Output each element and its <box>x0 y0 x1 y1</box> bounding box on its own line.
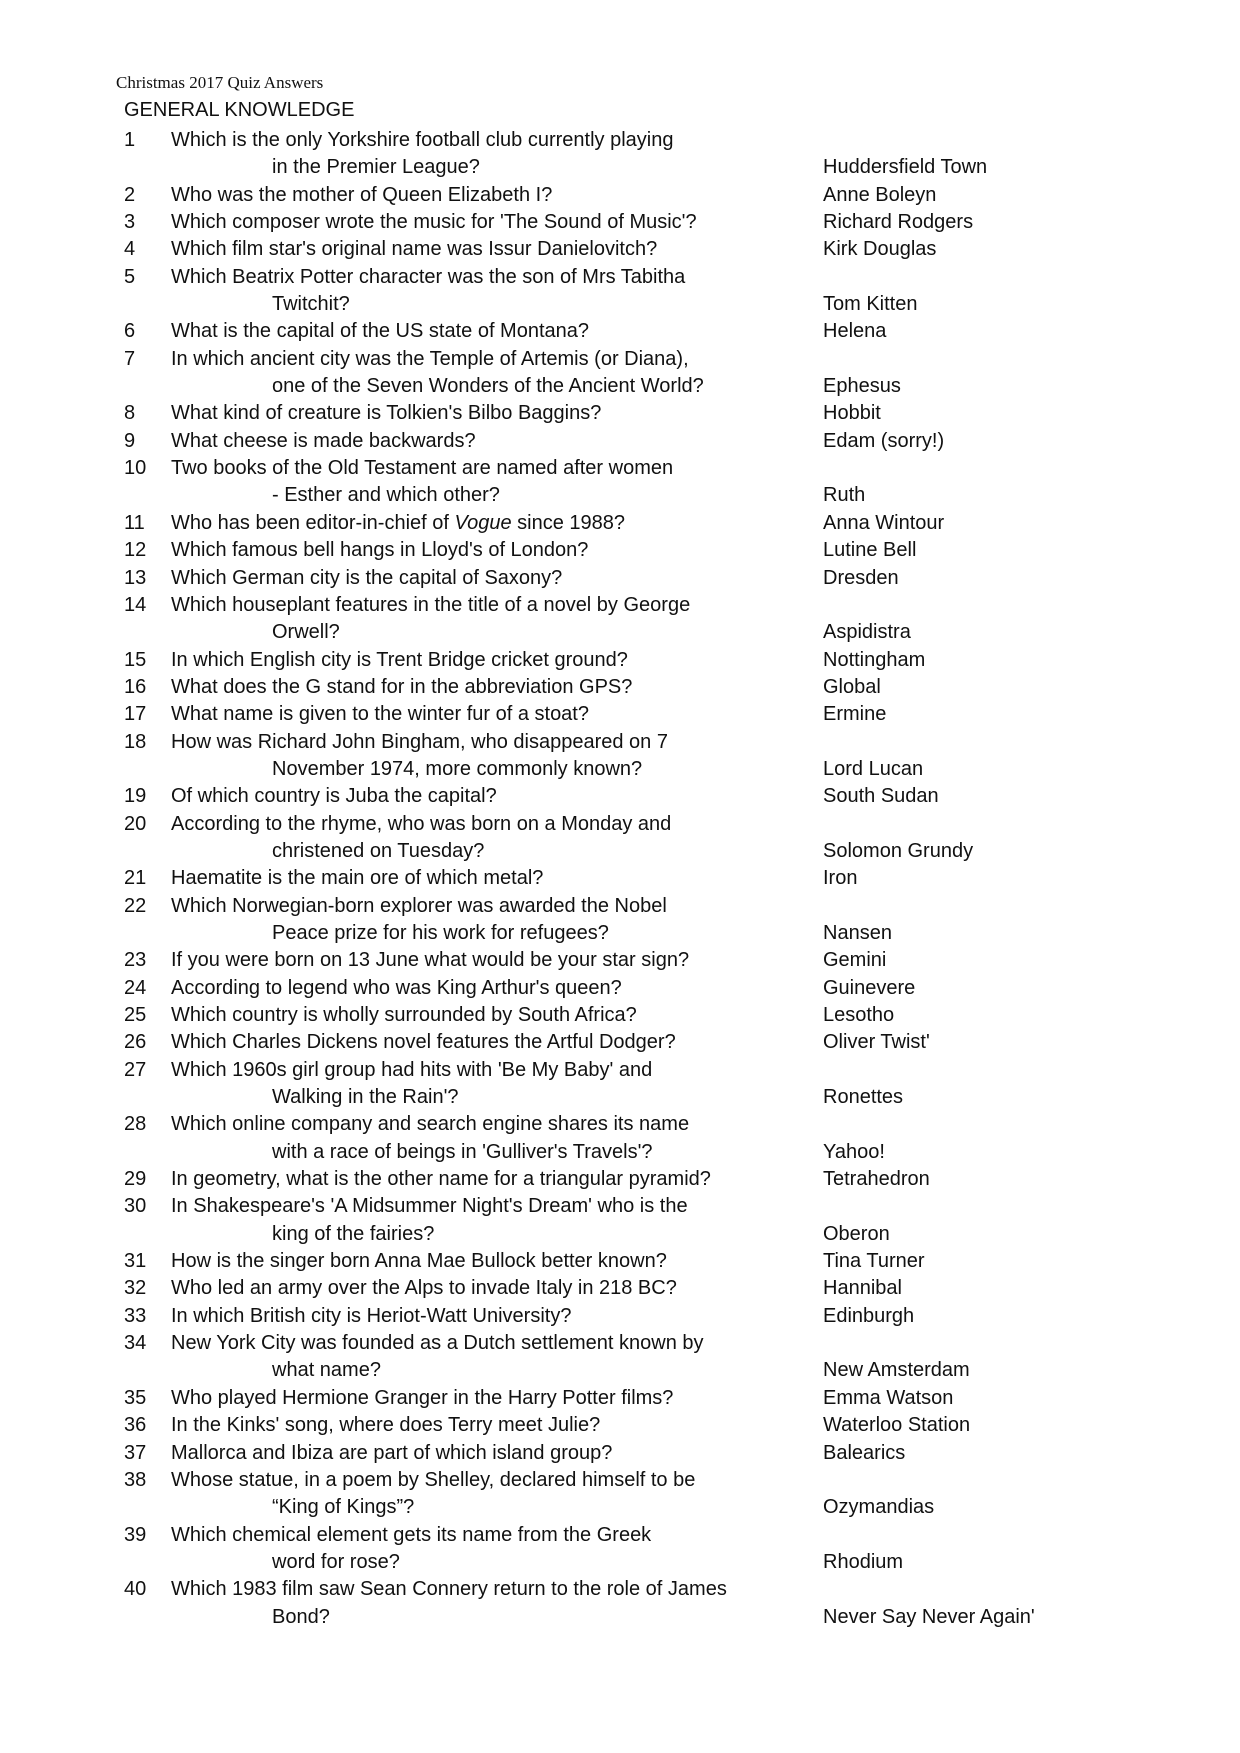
answer: Nansen <box>823 921 892 944</box>
question-line <box>0 592 1240 619</box>
question-text: Which Charles Dickens novel features the Artful Dodger? <box>171 1031 676 1054</box>
question-text: Which composer wrote the music for 'The Sound of Music'? <box>171 211 697 234</box>
question-text: In Shakespeare's 'A Midsummer Night's Dream' who is the <box>171 1195 688 1218</box>
question-text: Who has been editor-in-chief of Vogue since 1988? <box>171 511 626 534</box>
question-line <box>0 455 1240 482</box>
answer: Edam (sorry!) <box>823 429 945 452</box>
question-line <box>0 291 1240 318</box>
question-number: 7 <box>124 347 136 370</box>
question-number: 18 <box>124 730 147 753</box>
question-line <box>0 701 1240 728</box>
answer: Edinburgh <box>823 1304 915 1327</box>
answer: Oliver Twist' <box>823 1031 930 1054</box>
question-text: Twitchit? <box>272 293 350 316</box>
question-number: 36 <box>124 1414 147 1437</box>
question-number: 12 <box>124 539 147 562</box>
question-number: 24 <box>124 976 147 999</box>
question-number: 11 <box>124 511 145 534</box>
answer: Ermine <box>823 703 887 726</box>
question-text: What name is given to the winter fur of a stoat? <box>171 703 589 726</box>
question-text: What is the capital of the US state of Montana? <box>171 320 590 343</box>
question-number: 2 <box>124 183 136 206</box>
question-number: 31 <box>124 1250 147 1273</box>
question-text: Which country is wholly surrounded by South Africa? <box>171 1004 637 1026</box>
question-text: Haematite is the main ore of which metal? <box>171 867 544 890</box>
answer: Balearics <box>823 1441 906 1464</box>
answer: Aspidistra <box>823 621 911 644</box>
question-number: 3 <box>124 211 136 234</box>
question-text: Which 1983 film saw Sean Connery return to the role of James <box>171 1578 727 1601</box>
question-text: November 1974, more commonly known? <box>272 757 643 780</box>
answer: Ephesus <box>823 375 901 398</box>
question-line <box>0 838 1240 865</box>
question-text: king of the fairies? <box>272 1222 435 1245</box>
question-line <box>0 975 1240 1002</box>
question-text: Mallorca and Ibiza are part of which island group? <box>171 1441 613 1464</box>
question-number: 21 <box>124 867 147 890</box>
question-number: 15 <box>124 648 147 671</box>
question-number: 6 <box>124 320 136 343</box>
answer: Kirk Douglas <box>823 238 937 261</box>
answer: Never Say Never Again' <box>823 1605 1035 1628</box>
question-line <box>0 1139 1240 1166</box>
question-text: Walking in the Rain'? <box>272 1086 459 1109</box>
question-line <box>0 1385 1240 1412</box>
answer: Waterloo Station <box>823 1414 971 1437</box>
question-line <box>0 236 1240 263</box>
question-number: 30 <box>124 1195 147 1218</box>
question-text: Bond? <box>272 1605 330 1628</box>
question-line <box>0 1029 1240 1056</box>
question-number: 16 <box>124 675 147 698</box>
question-text: How was Richard John Bingham, who disappeared on 7 <box>171 730 668 753</box>
question-text: In which English city is Trent Bridge cricket ground? <box>171 648 628 671</box>
question-line <box>0 209 1240 236</box>
question-list <box>0 127 1240 1631</box>
question-text: with a race of beings in 'Gulliver's Travels'? <box>272 1140 653 1163</box>
question-line <box>0 1166 1240 1193</box>
question-number: 28 <box>124 1113 147 1136</box>
question-text: What kind of creature is Tolkien's Bilbo Baggins? <box>171 402 602 425</box>
question-text: According to legend who was King Arthur's queen? <box>171 976 622 999</box>
question-line <box>0 1002 1240 1029</box>
answer: Richard Rodgers <box>823 211 974 234</box>
question-line <box>0 1275 1240 1302</box>
question-number: 32 <box>124 1277 147 1300</box>
question-line <box>0 1549 1240 1576</box>
question-line <box>0 647 1240 674</box>
question-text: Orwell? <box>272 621 340 644</box>
question-line <box>0 1522 1240 1549</box>
answer: Ruth <box>823 484 866 507</box>
question-number: 19 <box>124 785 147 808</box>
answer: Yahoo! <box>823 1140 885 1163</box>
answer: Anna Wintour <box>823 511 945 534</box>
question-line <box>0 920 1240 947</box>
question-number: 40 <box>124 1578 147 1601</box>
question-number: 35 <box>124 1386 147 1409</box>
question-line <box>0 264 1240 291</box>
answer: Rhodium <box>823 1550 904 1573</box>
question-line <box>0 318 1240 345</box>
question-text: Which online company and search engine shares its name <box>171 1113 690 1136</box>
question-line <box>0 1494 1240 1521</box>
question-line <box>0 1303 1240 1330</box>
question-line <box>0 1084 1240 1111</box>
answer: Huddersfield Town <box>823 156 988 179</box>
question-text: Which Norwegian-born explorer was awarded the Nobel <box>171 894 667 917</box>
answer: New Amsterdam <box>823 1359 970 1382</box>
question-number: 26 <box>124 1031 147 1054</box>
question-number: 29 <box>124 1168 147 1191</box>
question-text: Which 1960s girl group had hits with 'Be My Baby' and <box>171 1058 653 1081</box>
answer: Lesotho <box>823 1004 895 1026</box>
section-heading: GENERAL KNOWLEDGE <box>124 99 355 121</box>
question-line <box>0 182 1240 209</box>
question-number: 5 <box>124 265 136 288</box>
question-line <box>0 1604 1240 1631</box>
question-text: In which ancient city was the Temple of Artemis (or Diana), <box>171 347 689 370</box>
answer: Global <box>823 675 881 698</box>
question-line <box>0 428 1240 455</box>
answer: Emma Watson <box>823 1386 954 1409</box>
answer: Gemini <box>823 949 887 972</box>
question-text: Two books of the Old Testament are named after women <box>171 457 674 480</box>
question-number: 25 <box>124 1004 147 1026</box>
question-line <box>0 373 1240 400</box>
question-text: in the Premier League? <box>272 156 480 179</box>
question-number: 4 <box>124 238 136 261</box>
question-text: Peace prize for his work for refugees? <box>272 921 609 944</box>
answer: Guinevere <box>823 976 916 999</box>
question-text: According to the rhyme, who was born on a Monday and <box>171 812 672 835</box>
document-title: Christmas 2017 Quiz Answers <box>116 73 324 92</box>
question-line <box>0 865 1240 892</box>
question-text: Which film star's original name was Issur Danielovitch? <box>171 238 658 261</box>
question-text: what name? <box>272 1359 381 1382</box>
question-text: Which famous bell hangs in Lloyd's of London? <box>171 539 589 562</box>
question-number: 27 <box>124 1058 147 1081</box>
question-text: Which chemical element gets its name from the Greek <box>171 1523 652 1546</box>
question-number: 8 <box>124 402 136 425</box>
question-number: 20 <box>124 812 147 835</box>
answer: Iron <box>823 867 858 890</box>
question-text: - Esther and which other? <box>272 484 500 507</box>
question-number: 37 <box>124 1441 147 1464</box>
question-line <box>0 947 1240 974</box>
question-line <box>0 1057 1240 1084</box>
question-line <box>0 893 1240 920</box>
question-number: 10 <box>124 457 147 480</box>
question-line <box>0 783 1240 810</box>
question-line <box>0 811 1240 838</box>
answer: Dresden <box>823 566 899 589</box>
question-text: one of the Seven Wonders of the Ancient World? <box>272 375 704 398</box>
question-line <box>0 127 1240 154</box>
question-text: “King of Kings”? <box>272 1496 415 1519</box>
question-line <box>0 565 1240 592</box>
question-line <box>0 756 1240 783</box>
question-text: If you were born on 13 June what would be your star sign? <box>171 949 690 972</box>
answer: Tom Kitten <box>823 293 918 316</box>
question-line <box>0 1412 1240 1439</box>
answer: Helena <box>823 320 887 343</box>
question-line <box>0 154 1240 181</box>
answer: Ronettes <box>823 1086 904 1109</box>
question-number: 23 <box>124 949 147 972</box>
answer: Oberon <box>823 1222 890 1245</box>
question-text: Who played Hermione Granger in the Harry Potter films? <box>171 1386 674 1409</box>
italic-title: Vogue <box>454 511 512 534</box>
question-number: 14 <box>124 593 147 616</box>
question-line <box>0 729 1240 756</box>
answer: Tina Turner <box>823 1250 925 1273</box>
question-line <box>0 482 1240 509</box>
question-number: 17 <box>124 703 147 726</box>
question-number: 9 <box>124 429 136 452</box>
question-text: In geometry, what is the other name for a triangular pyramid? <box>171 1168 711 1191</box>
question-text: Which is the only Yorkshire football club currently playing <box>171 129 674 151</box>
question-number: 22 <box>124 894 147 917</box>
question-number: 13 <box>124 566 147 589</box>
question-line <box>0 1357 1240 1384</box>
question-line <box>0 1221 1240 1248</box>
question-text: Of which country is Juba the capital? <box>171 785 497 808</box>
answer: Lord Lucan <box>823 757 924 780</box>
question-text: Which Beatrix Potter character was the son of Mrs Tabitha <box>171 265 686 288</box>
question-number: 1 <box>124 129 136 151</box>
question-number: 39 <box>124 1523 147 1546</box>
question-text: In the Kinks' song, where does Terry meet Julie? <box>171 1414 601 1437</box>
answer: Tetrahedron <box>823 1168 930 1191</box>
question-line <box>0 1248 1240 1275</box>
question-text: christened on Tuesday? <box>272 839 485 862</box>
question-text: How is the singer born Anna Mae Bullock better known? <box>171 1250 667 1273</box>
question-text: Which houseplant features in the title of a novel by George <box>171 593 691 616</box>
question-number: 38 <box>124 1468 147 1491</box>
question-line <box>0 1330 1240 1357</box>
answer: Anne Boleyn <box>823 183 937 206</box>
answer: South Sudan <box>823 785 939 808</box>
question-line <box>0 619 1240 646</box>
answer: Ozymandias <box>823 1496 935 1519</box>
answer: Nottingham <box>823 648 926 671</box>
question-text: Who was the mother of Queen Elizabeth I? <box>171 183 553 206</box>
question-line <box>0 400 1240 427</box>
question-number: 33 <box>124 1304 147 1327</box>
question-text: New York City was founded as a Dutch settlement known by <box>171 1332 704 1355</box>
question-line <box>0 1576 1240 1603</box>
question-line <box>0 1467 1240 1494</box>
question-line <box>0 1111 1240 1138</box>
answer: Hannibal <box>823 1277 902 1300</box>
question-line <box>0 346 1240 373</box>
question-text: What does the G stand for in the abbreviation GPS? <box>171 675 633 698</box>
question-number: 34 <box>124 1332 147 1355</box>
question-line <box>0 1440 1240 1467</box>
question-text: What cheese is made backwards? <box>171 429 476 452</box>
question-line <box>0 1193 1240 1220</box>
answer: Solomon Grundy <box>823 839 974 862</box>
question-text: word for rose? <box>272 1550 400 1573</box>
question-text: Who led an army over the Alps to invade Italy in 218 BC? <box>171 1277 677 1300</box>
answer: Hobbit <box>823 402 881 425</box>
question-text: In which British city is Heriot-Watt University? <box>171 1304 572 1327</box>
question-text: Which German city is the capital of Saxony? <box>171 566 563 589</box>
question-line <box>0 537 1240 564</box>
question-text: Whose statue, in a poem by Shelley, declared himself to be <box>171 1468 696 1491</box>
question-line <box>0 510 1240 537</box>
answer: Lutine Bell <box>823 539 917 562</box>
question-line <box>0 674 1240 701</box>
